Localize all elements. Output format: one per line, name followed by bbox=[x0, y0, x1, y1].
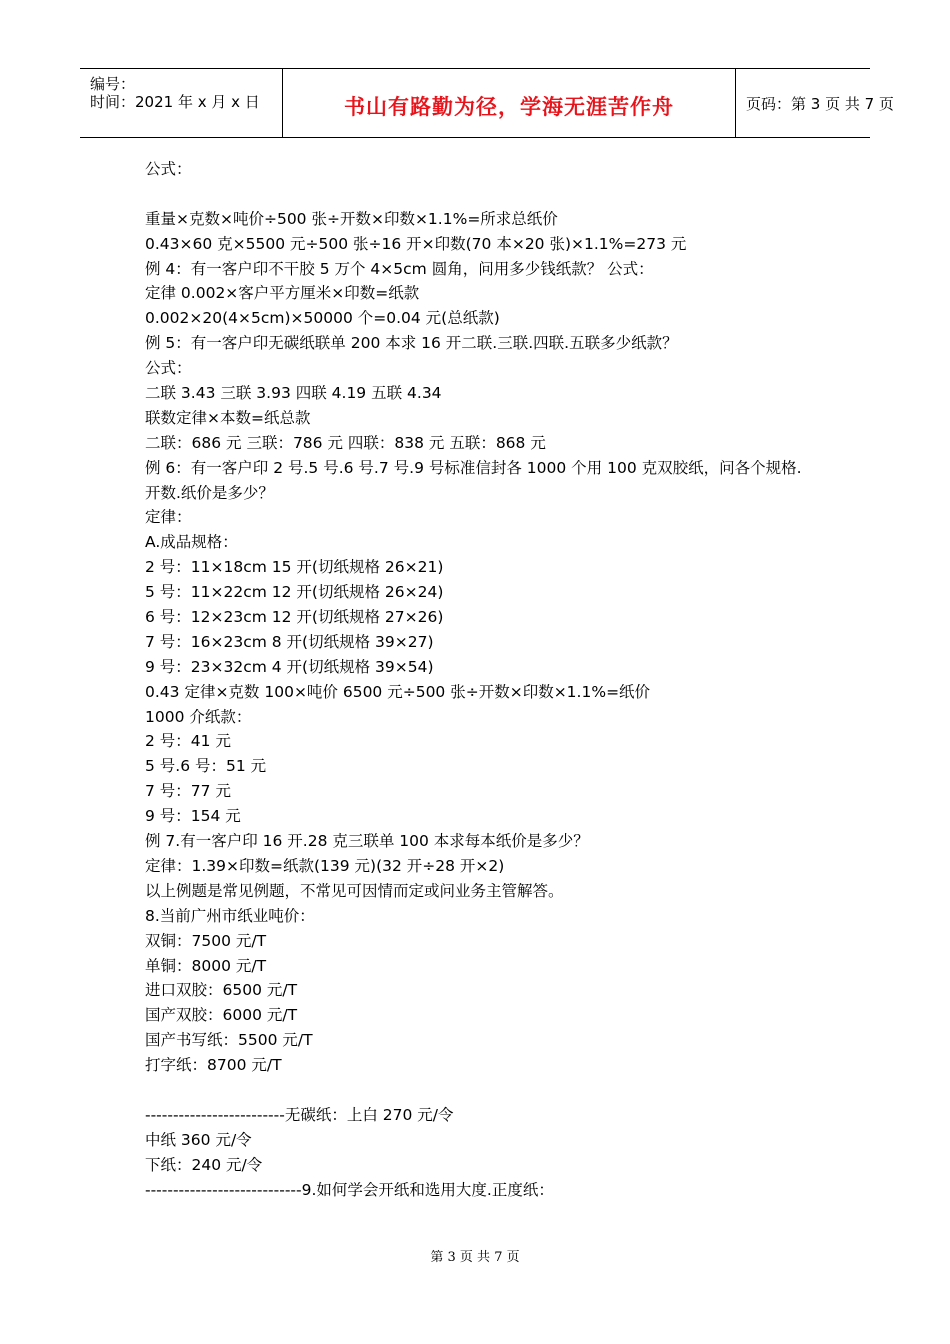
body-line: 例 7.有一客户印 16 开.28 克三联单 100 本求每本纸价是多少？ bbox=[145, 832, 589, 851]
body-line: 国产书写纸：5500 元/T bbox=[145, 1031, 313, 1050]
body-line: 定律：1.39×印数=纸款(139 元)(32 开÷28 开×2) bbox=[145, 856, 505, 875]
body-line: 0.002×20(4×5cm)×50000 个=0.04 元(总纸款) bbox=[145, 309, 500, 328]
document-number-label: 编号： bbox=[90, 75, 136, 93]
body-line: 9 号：154 元 bbox=[145, 807, 241, 826]
body-line: -------------------------无碳纸：上白 270 元/令 bbox=[145, 1105, 454, 1124]
body-line: 8.当前广州市纸业吨价： bbox=[145, 906, 315, 925]
body-line: 2 号：11×18cm 15 开(切纸规格 26×21) bbox=[145, 558, 444, 577]
header-right-cell bbox=[736, 69, 894, 137]
body-line: 中纸 360 元/令 bbox=[145, 1130, 252, 1149]
body-line: 重量×克数×吨价÷500 张÷开数×印数×1.1%=所求总纸价 bbox=[145, 209, 558, 228]
body-line: 例 4：有一客户印不干胶 5 万个 4×5cm 圆角，问用多少钱纸款？ 公式： bbox=[145, 259, 654, 278]
body-line: 国产双胶：6000 元/T bbox=[145, 1006, 298, 1025]
body-line: 5 号.6 号：51 元 bbox=[145, 757, 267, 776]
header-middle-cell bbox=[282, 69, 736, 137]
body-line: 1000 介纸款： bbox=[145, 707, 252, 726]
body-line: 二联：686 元 三联：786 元 四联：838 元 五联：868 元 bbox=[145, 433, 546, 452]
body-line: 单铜：8000 元/T bbox=[145, 956, 267, 975]
header-left-cell bbox=[80, 69, 282, 137]
body-line: 0.43×60 克×5500 元÷500 张÷16 开×印数(70 本×20 张)×1.1%=273 元 bbox=[145, 234, 687, 253]
body-line: 2 号：41 元 bbox=[145, 732, 231, 751]
body-line: 双铜：7500 元/T bbox=[145, 931, 267, 950]
document-body bbox=[145, 157, 845, 1202]
body-line: 定律： bbox=[145, 508, 192, 527]
body-line: 公式： bbox=[145, 359, 192, 378]
body-line: 联数定律×本数=纸总款 bbox=[145, 408, 311, 427]
header-motto: 书山有路勤为径，学海无涯苦作舟 bbox=[344, 95, 674, 119]
body-line: 以上例题是常见例题，不常见可因情而定或问业务主管解答。 bbox=[145, 881, 564, 900]
body-line: 例 6：有一客户印 2 号.5 号.6 号.7 号.9 号标准信封各 1000 个用 100 克双胶纸，问各个规格. bbox=[145, 458, 802, 477]
body-line: 0.43 定律×克数 100×吨价 6500 元÷500 张÷开数×印数×1.1%=纸价 bbox=[145, 682, 651, 701]
document-date-label: 时间：2021 年 x 月 x 日 bbox=[90, 93, 260, 111]
body-line: 7 号：77 元 bbox=[145, 782, 231, 801]
body-line: 6 号：12×23cm 12 开(切纸规格 27×26) bbox=[145, 608, 444, 627]
page-header bbox=[80, 68, 894, 138]
page-footer: 第 3 页 共 7 页 bbox=[430, 1250, 520, 1265]
body-line: 例 5：有一客户印无碳纸联单 200 本求 16 开二联.三联.四联.五联多少纸款？ bbox=[145, 334, 678, 353]
body-line: 打字纸：8700 元/T bbox=[145, 1056, 282, 1075]
body-line: 二联 3.43 三联 3.93 四联 4.19 五联 4.34 bbox=[145, 384, 442, 403]
body-line: ----------------------------9.如何学会开纸和选用大度.正度纸： bbox=[145, 1180, 554, 1199]
body-line: 公式： bbox=[145, 160, 192, 178]
body-line: 5 号：11×22cm 12 开(切纸规格 26×24) bbox=[145, 583, 444, 602]
body-line: 7 号：16×23cm 8 开(切纸规格 39×27) bbox=[145, 632, 434, 651]
body-line: 开数.纸价是多少？ bbox=[145, 483, 274, 502]
body-line bbox=[145, 1078, 845, 1103]
body-line: 定律 0.002×客户平方厘米×印数=纸款 bbox=[145, 284, 420, 303]
header-page-info: 页码：第 3 页 共 7 页 bbox=[746, 95, 894, 113]
body-line: A.成品规格： bbox=[145, 533, 238, 552]
body-line bbox=[145, 182, 845, 207]
body-line: 进口双胶：6500 元/T bbox=[145, 981, 298, 1000]
body-line: 9 号：23×32cm 4 开(切纸规格 39×54) bbox=[145, 657, 434, 676]
body-line: 下纸：240 元/令 bbox=[145, 1155, 263, 1174]
